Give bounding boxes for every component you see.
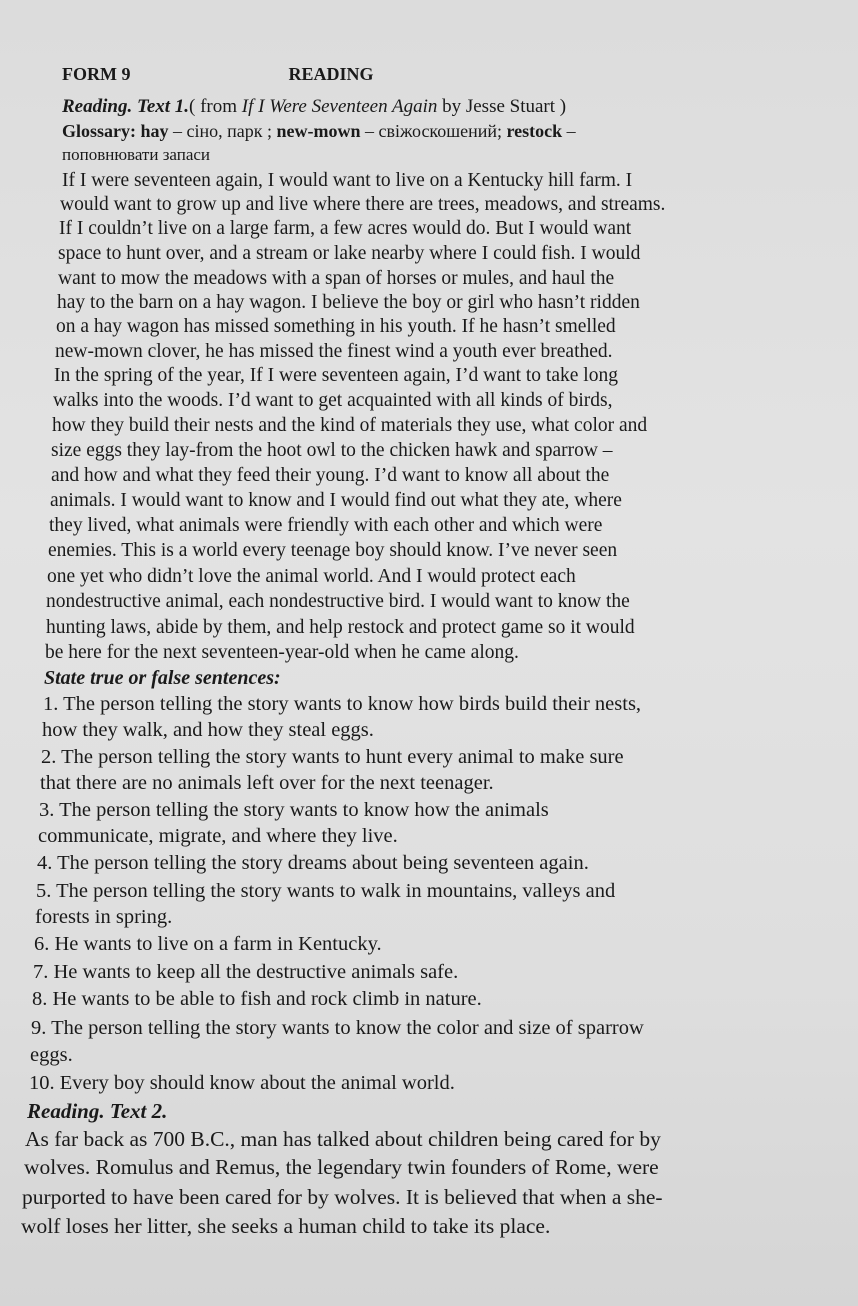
task-line: 10. Every boy should know about the animal world.: [29, 1072, 455, 1094]
text1-line: on a hay wagon has missed something in his youth. If he hasn’t smelled: [56, 316, 616, 337]
text1-line: be here for the next seventeen-year-old when he came along.: [45, 642, 519, 663]
task-line: eggs.: [30, 1044, 73, 1066]
text1-line: one yet who didn’t love the animal world. And I would protect each: [47, 566, 576, 587]
text1-line: In the spring of the year, If I were seventeen again, I’d want to take long: [54, 365, 618, 386]
task-line: that there are no animals left over for the next teenager.: [40, 772, 494, 794]
text1-from: ( from: [189, 96, 242, 117]
text1-label: Reading. Text 1.: [62, 96, 190, 117]
task-line: 7. He wants to keep all the destructive animals safe.: [33, 961, 459, 983]
text1-title: [62, 95, 566, 119]
text1-line: and how and what they feed their young. I’d want to know all about the: [51, 465, 610, 486]
text1-line: new-mown clover, he has missed the finest wind a youth ever breathed.: [55, 341, 613, 362]
glossary: [62, 119, 576, 143]
task-line: 5. The person telling the story wants to walk in mountains, valleys and: [36, 880, 616, 902]
text1-line: If I were seventeen again, I would want to live on a Kentucky hill farm. I: [62, 170, 633, 191]
glossary-term-hay: hay: [140, 121, 169, 141]
text1-line: would want to grow up and live where there are trees, meadows, and streams.: [60, 194, 666, 215]
task-line: 8. He wants to be able to fish and rock climb in nature.: [32, 988, 482, 1010]
text1-line: animals. I would want to know and I would find out what they ate, where: [50, 490, 622, 511]
task-line: 4. The person telling the story dreams about being seventeen again.: [37, 852, 589, 874]
text1-line: nondestructive animal, each nondestructive bird. I would want to know the: [46, 591, 630, 612]
text2-line: purported to have been cared for by wolves. It is believed that when a she-: [22, 1185, 663, 1209]
text1-author: by Jesse Stuart ): [437, 96, 567, 117]
text2-title: Reading. Text 2.: [27, 1099, 168, 1123]
glossary-def-restock-b: поповнювати запаси: [62, 145, 211, 164]
text1-work: If I Were Seventeen Again: [241, 96, 438, 117]
task-line: 9. The person telling the story wants to know the color and size of sparrow: [31, 1017, 644, 1039]
form-label: FORM 9: [62, 64, 131, 84]
text1-line: how they build their nests and the kind of materials they use, what color and: [52, 415, 648, 436]
glossary-def-new-mown: – свіжоскошений;: [360, 121, 507, 141]
glossary-term-restock: restock: [506, 121, 563, 141]
text1-line: they lived, what animals were friendly with each other and which were: [49, 515, 603, 536]
text1-line: walks into the woods. I’d want to get acquainted with all kinds of birds,: [53, 390, 613, 411]
task-line: 2. The person telling the story wants to hunt every animal to make sure: [41, 746, 624, 768]
glossary-def-restock-a: –: [562, 121, 576, 141]
text1-line: size eggs they lay-from the hoot owl to the chicken hawk and sparrow –: [51, 440, 613, 461]
text1-line: If I couldn’t live on a large farm, a few acres would do. But I would want: [59, 218, 632, 239]
section-title: READING: [288, 64, 374, 84]
task-line: how they walk, and how they steal eggs.: [42, 719, 374, 741]
page-header: [62, 64, 818, 85]
glossary-label: Glossary:: [62, 121, 136, 141]
text1-line: enemies. This is a world every teenage boy should know. I’ve never seen: [48, 540, 618, 561]
text1-line: space to hunt over, and a stream or lake nearby where I could fish. I would: [58, 243, 641, 264]
task-line: 1. The person telling the story wants to know how birds build their nests,: [43, 693, 642, 715]
text1-line: want to mow the meadows with a span of horses or mules, and haul the: [58, 268, 615, 289]
text2-line: As far back as 700 B.C., man has talked about children being cared for by: [25, 1127, 661, 1151]
task-heading: State true or false sentences:: [44, 667, 281, 689]
glossary-term-new-mown: new-mown: [276, 121, 361, 141]
glossary-def-hay: – сіно, парк ;: [168, 121, 277, 141]
task-line: 6. He wants to live on a farm in Kentucky.: [34, 933, 382, 955]
text2-line: wolf loses her litter, she seeks a human child to take its place.: [21, 1214, 551, 1238]
text2-line: wolves. Romulus and Remus, the legendary twin founders of Rome, were: [24, 1155, 659, 1179]
text1-line: hay to the barn on a hay wagon. I believe the boy or girl who hasn’t ridden: [57, 292, 640, 313]
text1-line: hunting laws, abide by them, and help restock and protect game so it would: [46, 617, 635, 638]
task-line: 3. The person telling the story wants to know how the animals: [39, 799, 549, 821]
task-line: communicate, migrate, and where they live.: [38, 825, 398, 847]
task-line: forests in spring.: [35, 906, 173, 928]
